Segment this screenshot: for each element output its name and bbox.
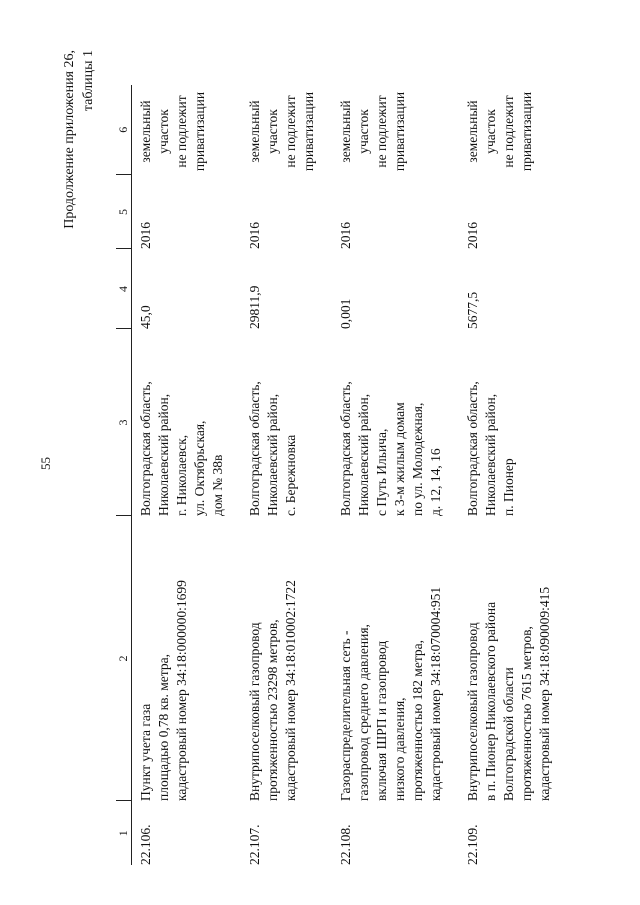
cell-number <box>132 801 242 865</box>
table-row <box>132 85 242 865</box>
note-line: земельный <box>138 100 153 163</box>
value-text: 5677,5 <box>465 291 480 329</box>
address-line: п. Пионер <box>501 458 516 516</box>
note-line: не подлежит <box>283 95 298 168</box>
year-text: 2016 <box>465 222 480 249</box>
name-line: Газораспределительная сеть - <box>338 630 353 801</box>
address-line: Николаевский район, <box>356 393 371 516</box>
value-text: 29811,9 <box>247 285 262 329</box>
name-line: включая ШРП и газопровод <box>374 640 389 801</box>
cell-number <box>241 801 332 865</box>
column-header: 4 <box>116 249 132 329</box>
cell-value <box>241 249 332 329</box>
name-line: площадью 0,78 кв. метра, <box>156 654 171 801</box>
name-line: Внутрипоселковый газопровод <box>465 622 480 801</box>
cell-number <box>332 801 459 865</box>
address-line: Николаевский район, <box>265 393 280 516</box>
caption-line-2: таблицы 1 <box>81 50 96 112</box>
column-header: 2 <box>116 516 132 801</box>
caption-line-1: Продолжение приложения 26, <box>62 50 77 229</box>
name-line: в п. Пионер Николаевского района <box>483 601 498 801</box>
cell-address <box>332 329 459 516</box>
name-line: протяженностью 23298 метров, <box>265 619 280 801</box>
cell-address <box>241 329 332 516</box>
column-header: 1 <box>116 801 132 865</box>
cell-year <box>132 175 242 249</box>
cell-address <box>132 329 242 516</box>
address-line: Николаевский район, <box>156 393 171 516</box>
name-line: газопровод среднего давления, <box>356 624 371 801</box>
name-line: кадастровый номер 34:18:010002:1722 <box>283 580 298 801</box>
note-line: участок <box>156 109 171 154</box>
name-line: кадастровый номер 34:18:000000:1699 <box>174 580 189 801</box>
cell-year <box>241 175 332 249</box>
address-line: Волгоградская область, <box>138 381 153 516</box>
address-line: Волгоградская область, <box>247 381 262 516</box>
value-text: 45,0 <box>138 305 153 329</box>
cell-name <box>241 516 332 801</box>
table-row <box>459 85 568 865</box>
address-line: ул. Октябрьская, <box>192 420 207 516</box>
cell-note <box>132 85 242 175</box>
name-line: Пункт учета газа <box>138 703 153 801</box>
address-line: по ул. Молодежная, <box>410 402 425 516</box>
page-number: 55 <box>38 457 53 470</box>
name-line: кадастровый номер 34:18:070004:951 <box>428 586 443 801</box>
address-line: д. 12, 14, 16 <box>428 448 443 516</box>
column-header: 6 <box>116 85 132 175</box>
row-number: 22.109. <box>465 824 480 865</box>
property-table <box>116 85 568 865</box>
name-line: Внутрипоселковый газопровод <box>247 622 262 801</box>
address-line: Волгоградская область, <box>465 381 480 516</box>
note-line: не подлежит <box>501 95 516 168</box>
table-row <box>332 85 459 865</box>
address-line: к 3-м жилым домам <box>392 402 407 516</box>
address-line: Николаевский район, <box>483 393 498 516</box>
note-line: приватизации <box>192 91 207 172</box>
name-line: кадастровый номер 34:18:090009:415 <box>537 586 552 801</box>
table-row <box>241 85 332 865</box>
note-line: не подлежит <box>374 95 389 168</box>
note-line: участок <box>356 109 371 154</box>
row-number: 22.108. <box>338 824 353 865</box>
table-header-row <box>116 85 132 865</box>
cell-address <box>459 329 568 516</box>
cell-note <box>332 85 459 175</box>
note-line: участок <box>265 109 280 154</box>
row-number: 22.106. <box>138 824 153 865</box>
cell-name <box>132 516 242 801</box>
cell-name <box>332 516 459 801</box>
column-header: 3 <box>116 329 132 516</box>
note-line: приватизации <box>392 91 407 172</box>
cell-number <box>459 801 568 865</box>
table-caption <box>60 50 98 229</box>
column-header: 5 <box>116 175 132 249</box>
cell-year <box>459 175 568 249</box>
name-line: Волгоградской области <box>501 667 516 801</box>
name-line: протяженностью 7615 метров, <box>519 626 534 801</box>
cell-note <box>241 85 332 175</box>
note-line: приватизации <box>519 91 534 172</box>
cell-year <box>332 175 459 249</box>
name-line: протяженностью 182 метра, <box>410 639 425 801</box>
address-line: с. Бережновка <box>283 434 298 516</box>
name-line: низкого давления, <box>392 697 407 801</box>
year-text: 2016 <box>338 222 353 249</box>
address-line: дом № 38в <box>210 454 225 516</box>
note-line: участок <box>483 109 498 154</box>
cell-value <box>332 249 459 329</box>
note-line: земельный <box>338 100 353 163</box>
year-text: 2016 <box>247 222 262 249</box>
row-number: 22.107. <box>247 824 262 865</box>
note-line: приватизации <box>301 91 316 172</box>
cell-name <box>459 516 568 801</box>
cell-value <box>459 249 568 329</box>
cell-value <box>132 249 242 329</box>
cell-note <box>459 85 568 175</box>
note-line: земельный <box>247 100 262 163</box>
note-line: земельный <box>465 100 480 163</box>
value-text: 0,001 <box>338 298 353 329</box>
address-line: Волгоградская область, <box>338 381 353 516</box>
address-line: с Путь Ильича, <box>374 428 389 516</box>
address-line: г. Николаевск, <box>174 434 189 516</box>
year-text: 2016 <box>138 222 153 249</box>
note-line: не подлежит <box>174 95 189 168</box>
